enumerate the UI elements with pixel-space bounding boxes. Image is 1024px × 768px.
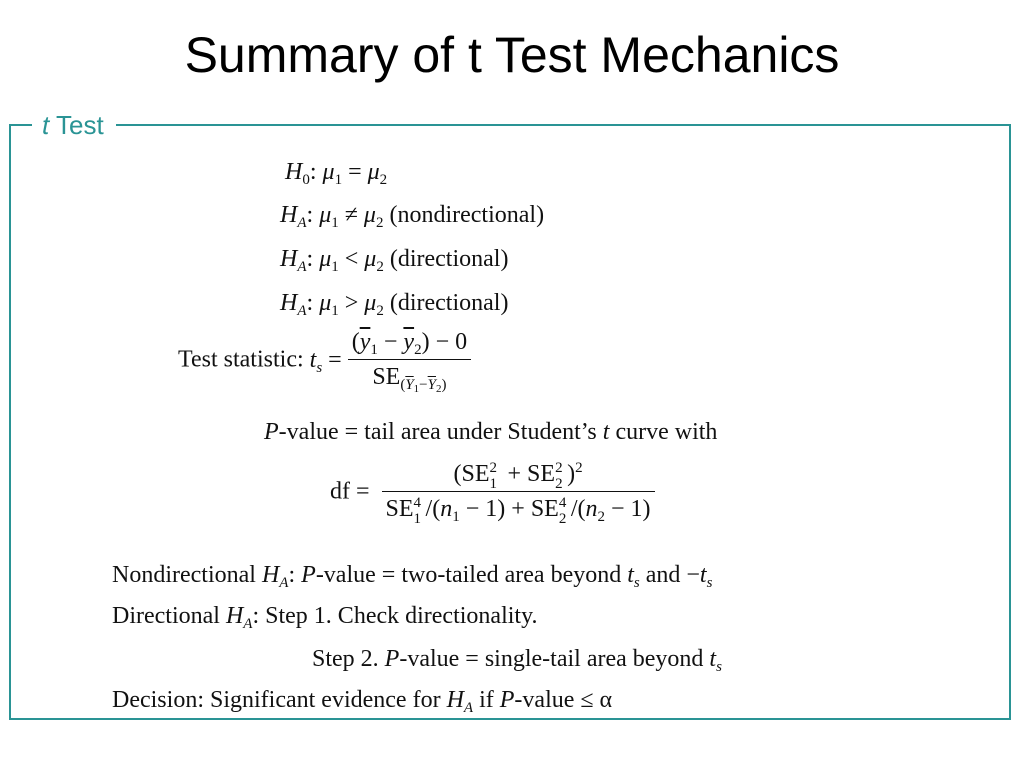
p-value-text: -value = tail area under Student’s: [278, 419, 603, 445]
hypothesis-null: $H_0$: $\mu_1 = \mu_2$: [285, 159, 388, 188]
rule-middle: -value = two-tailed area beyond: [315, 562, 628, 588]
rule-text: -value = single-tail area beyond: [399, 646, 710, 672]
hypothesis-alt-less: $H_A$: $\mu_1 < \mu_2$ (directional): [280, 246, 509, 275]
p-value-line: [264, 420, 717, 444]
p-value-tail: curve with: [609, 419, 718, 445]
rule-lead: Decision: Significant evidence for: [112, 687, 447, 713]
test-statistic-label: Test statistic:: [178, 346, 310, 373]
rule-text: : Step 1. Check directionality.: [252, 603, 538, 629]
rule-tail: -value ≤ α: [514, 687, 613, 713]
test-statistic-fraction: $\frac{(\overline{y}_1 - \overline{y}_2) - 0}{SE_{(\overline{Y}_1-\overline{Y}_2)}}$: [348, 330, 471, 389]
hypothesis-alt-greater: $H_A$: $\mu_1 > \mu_2$ (directional): [280, 290, 509, 319]
rule-middle: if: [473, 687, 500, 713]
rule-lead: Directional: [112, 603, 226, 629]
rule-nondirectional: Nondirectional $H_A$: P-value = two-tailed area beyond $t_s$ and $-t_s$: [112, 562, 713, 591]
slide-title: Summary of t Test Mechanics: [184, 27, 840, 83]
df-label: df =: [330, 478, 370, 505]
box-label-italic: t: [42, 110, 50, 140]
rule-lead: Step 2.: [312, 646, 385, 672]
t-symbol: t: [602, 419, 610, 445]
hypothesis-note: (directional): [389, 290, 509, 316]
hypothesis-note: (directional): [389, 246, 509, 272]
p-symbol: P: [264, 419, 279, 445]
test-statistic-formula: Test statistic: $t_s$ = $\frac{(\overline{y}_1 - \overline{y}_2) - 0}{SE_{(\overline{Y}_1-\overline{Y}_2)}}$: [178, 330, 471, 389]
hypothesis-alt-nondirectional: $H_A$: $\mu_1 \ne \mu_2$ (nondirectional): [280, 202, 545, 231]
box-label-rest: Test: [49, 110, 104, 140]
t-test-box-label: [32, 108, 116, 142]
df-fraction: (SE 2 1 + SE 2 2 )$^2$ SE 4 1 $/(n_1 - 1)$ + SE 4 2 $/(n_2 - 1)$: [382, 462, 655, 521]
rule-lead: Nondirectional: [112, 562, 262, 588]
hypothesis-note: (nondirectional): [389, 202, 545, 228]
rule-directional-step2: Step 2. P-value = single-tail area beyond $t_s$: [312, 646, 722, 675]
rule-decision: Decision: Significant evidence for $H_A$ if P-value ≤ α: [112, 687, 613, 716]
rule-directional-step1: Directional $H_A$: Step 1. Check directionality.: [112, 603, 538, 632]
df-formula: [330, 460, 655, 527]
rule-and: and −: [639, 562, 700, 588]
